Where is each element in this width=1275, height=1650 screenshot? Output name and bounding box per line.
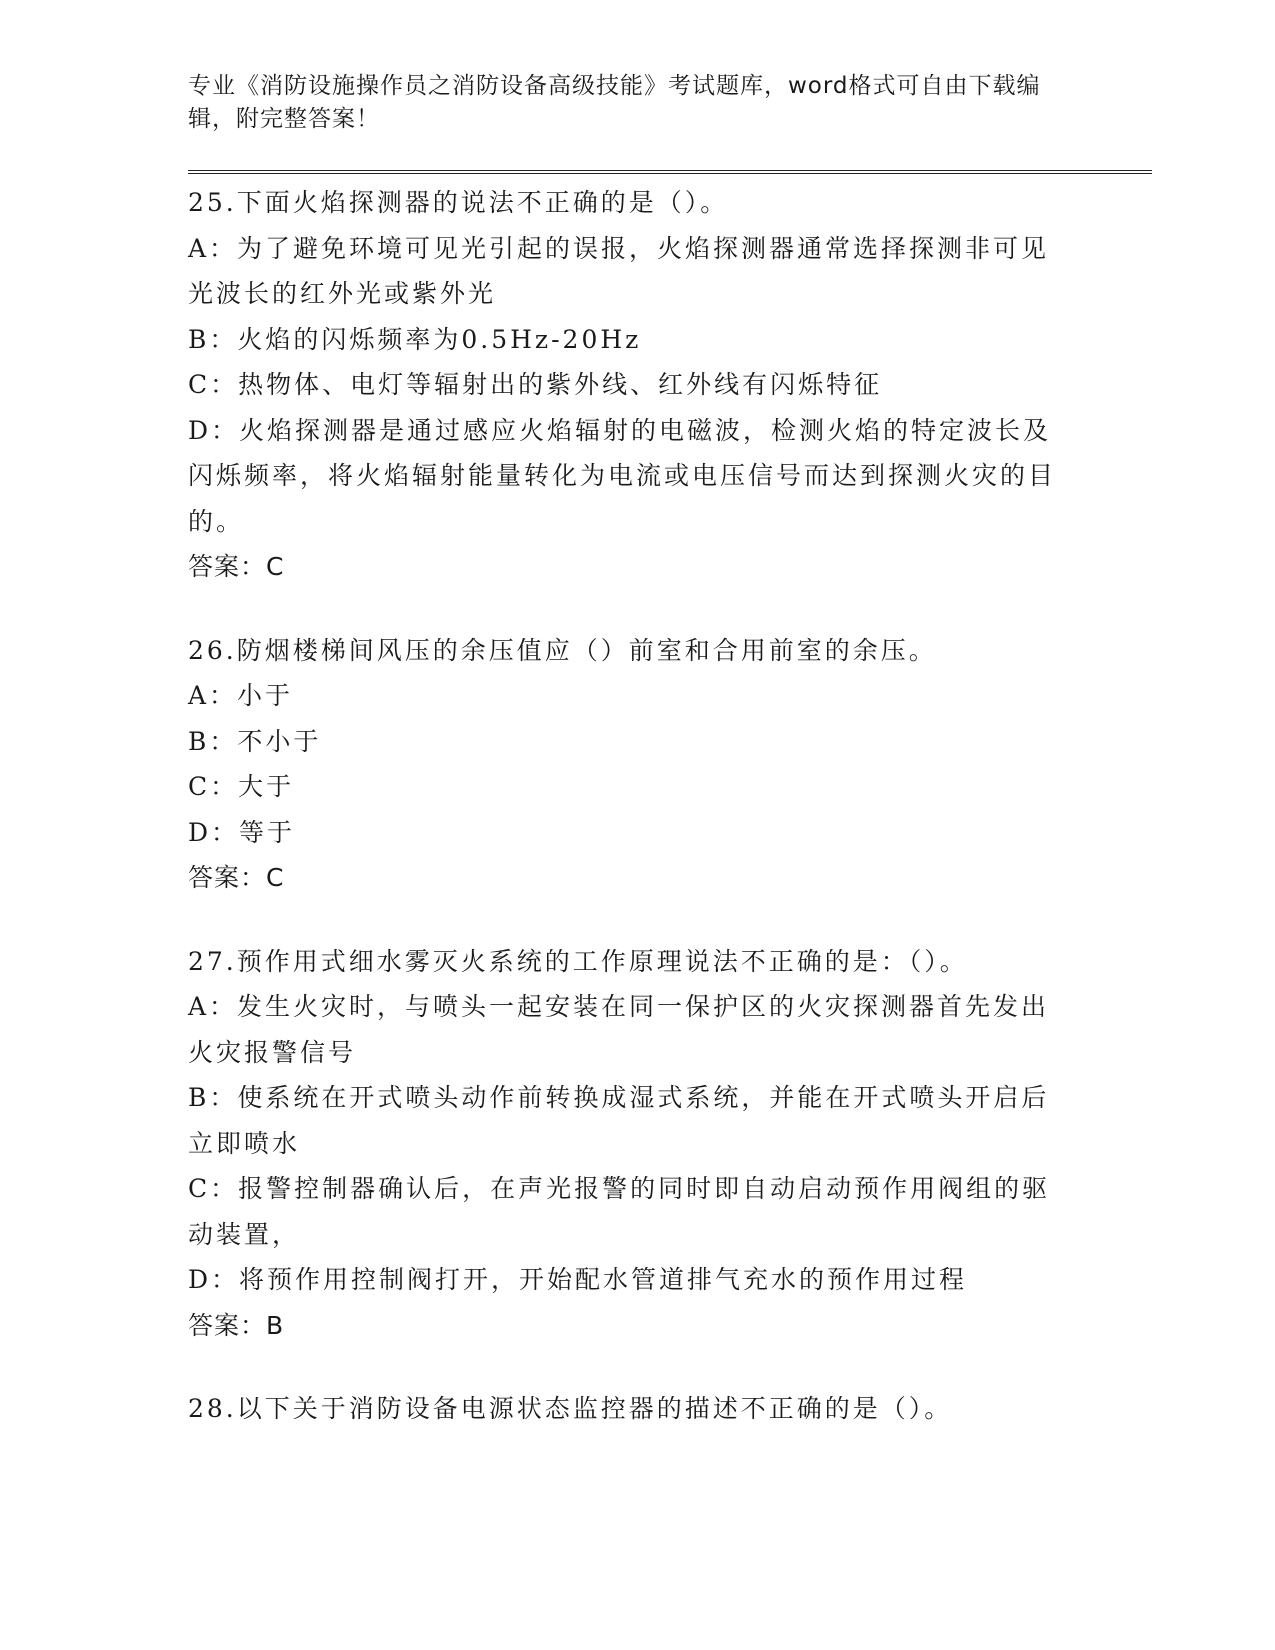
question-stem: 26.防烟楼梯间风压的余压值应（）前室和合用前室的余压。	[188, 635, 937, 665]
header-double-rule	[188, 170, 1152, 174]
option-b: B：使系统在开式喷头动作前转换成湿式系统，并能在开式喷头开启后立即喷水	[188, 1083, 1050, 1158]
answer-line: 答案：C	[188, 552, 285, 581]
question-stem: 27.预作用式细水雾灭火系统的工作原理说法不正确的是：（）。	[188, 946, 968, 976]
question-list	[188, 180, 1148, 1432]
option-d: D：将预作用控制阀打开，开始配水管道排气充水的预作用过程	[188, 1265, 968, 1294]
question-27	[188, 939, 1148, 1349]
option-b: B：火焰的闪烁频率为0.5Hz-20Hz	[188, 324, 642, 354]
option-a: A：发生火灾时，与喷头一起安装在同一保护区的火灾探测器首先发出火灾报警信号	[188, 992, 1050, 1067]
question-stem: 28.以下关于消防设备电源状态监控器的描述不正确的是（）。	[188, 1394, 953, 1423]
option-a: A：为了避免环境可见光引起的误报，火焰探测器通常选择探测非可见光波长的红外光或紫外光	[188, 233, 1050, 308]
question-28	[188, 1386, 1148, 1432]
question-stem: 25.下面火焰探测器的说法不正确的是（）。	[188, 188, 729, 217]
option-d: D：等于	[188, 817, 296, 847]
question-25	[188, 180, 1148, 590]
option-c: C：热物体、电灯等辐射出的紫外线、红外线有闪烁特征	[188, 370, 883, 399]
answer-line: 答案：C	[188, 863, 285, 892]
option-d: D：火焰探测器是通过感应火焰辐射的电磁波，检测火焰的特定波长及闪烁频率，将火焰辐射能量转化为电流或电压信号而达到探测火灾的目的。	[188, 415, 1057, 536]
document-page	[188, 70, 1148, 1470]
option-c: C：报警控制器确认后，在声光报警的同时即自动启动预作用阀组的驱动装置，	[188, 1174, 1051, 1249]
option-a: A：小于	[188, 681, 294, 710]
option-b: B：不小于	[188, 726, 322, 756]
option-c: C：大于	[188, 772, 295, 801]
question-26	[188, 628, 1148, 901]
answer-line: 答案：B	[188, 1310, 285, 1340]
document-header: 专业《消防设施操作员之消防设备高级技能》考试题库，word格式可自由下载编辑，附完整答案！	[188, 73, 1041, 132]
